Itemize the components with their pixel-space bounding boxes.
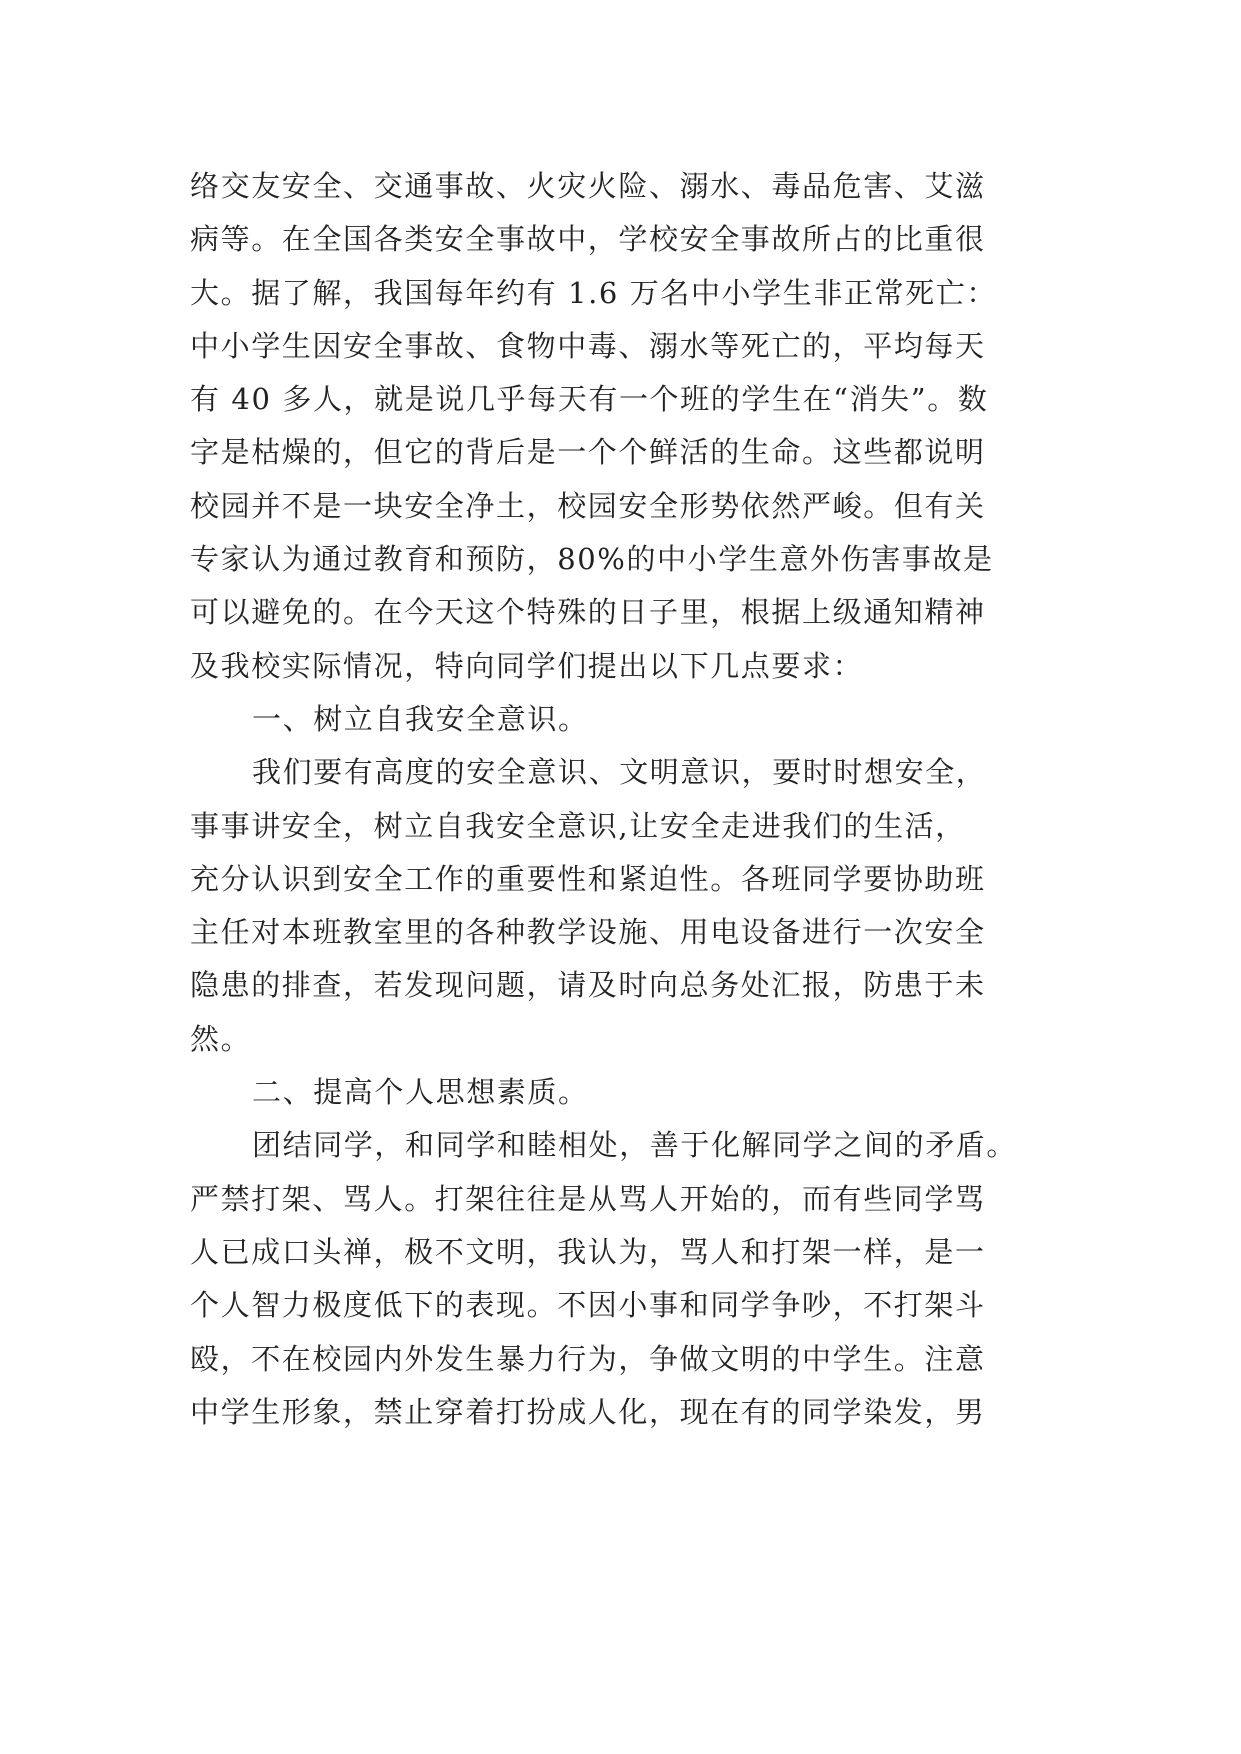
- text-line: 校园并不是一块安全净土，校园安全形势依然严峻。但有关: [190, 488, 986, 523]
- text-line: 主任对本班教室里的各种教学设施、用电设备进行一次安全: [190, 915, 986, 950]
- text-line: 字是枯燥的，但它的背后是一个个鲜活的生命。这些都说明: [190, 435, 986, 470]
- text-line: 充分认识到安全工作的重要性和紧迫性。各班同学要协助班: [190, 861, 986, 896]
- text-line: 殴，不在校园内外发生暴力行为，争做文明的中学生。注意: [190, 1341, 986, 1376]
- text-line: 人已成口头禅，极不文明，我认为，骂人和打架一样，是一: [190, 1234, 986, 1269]
- text-line: 中学生形象，禁止穿着打扮成人化，现在有的同学染发，男: [190, 1394, 986, 1429]
- text-line: 严禁打架、骂人。打架往往是从骂人开始的，而有些同学骂: [190, 1181, 986, 1216]
- paragraph-start: 我们要有高度的安全意识、文明意识，要时时想安全，: [252, 755, 987, 790]
- text-line: 隐患的排查，若发现问题，请及时向总务处汇报，防患于未: [190, 968, 986, 1003]
- text-line: 可以避免的。在今天这个特殊的日子里，根据上级通知精神: [190, 595, 986, 630]
- text-line: 络交友安全、交通事故、火灾火险、溺水、毒品危害、艾滋: [190, 169, 986, 203]
- text-line: 事事讲安全，树立自我安全意识,让安全走进我们的生活，: [190, 808, 966, 843]
- text-line: 专家认为通过教育和预防，80%的中小学生意外伤害事故是: [190, 542, 994, 577]
- document-body: [190, 160, 1070, 1439]
- section-heading-2: 二、提高个人思想素质。: [252, 1075, 589, 1110]
- text-line: 有 40 多人，就是说几乎每天有一个班的学生在“消失”。数: [190, 382, 989, 417]
- text-line: 个人智力极度低下的表现。不因小事和同学争吵，不打架斗: [190, 1288, 986, 1323]
- text-line: 中小学生因安全事故、食物中毒、溺水等死亡的，平均每天: [190, 328, 986, 363]
- text-line: 大。据了解，我国每年约有 1.6 万名中小学生非正常死亡：: [190, 275, 997, 310]
- text-line: 病等。在全国各类安全事故中，学校安全事故所占的比重很: [190, 222, 986, 257]
- section-heading-1: 一、树立自我安全意识。: [252, 701, 589, 736]
- paragraph-start: 团结同学，和同学和睦相处，善于化解同学之间的矛盾。: [252, 1128, 1018, 1163]
- text-line: 及我校实际情况，特向同学们提出以下几点要求：: [190, 648, 864, 683]
- text-line: 然。: [190, 1021, 252, 1056]
